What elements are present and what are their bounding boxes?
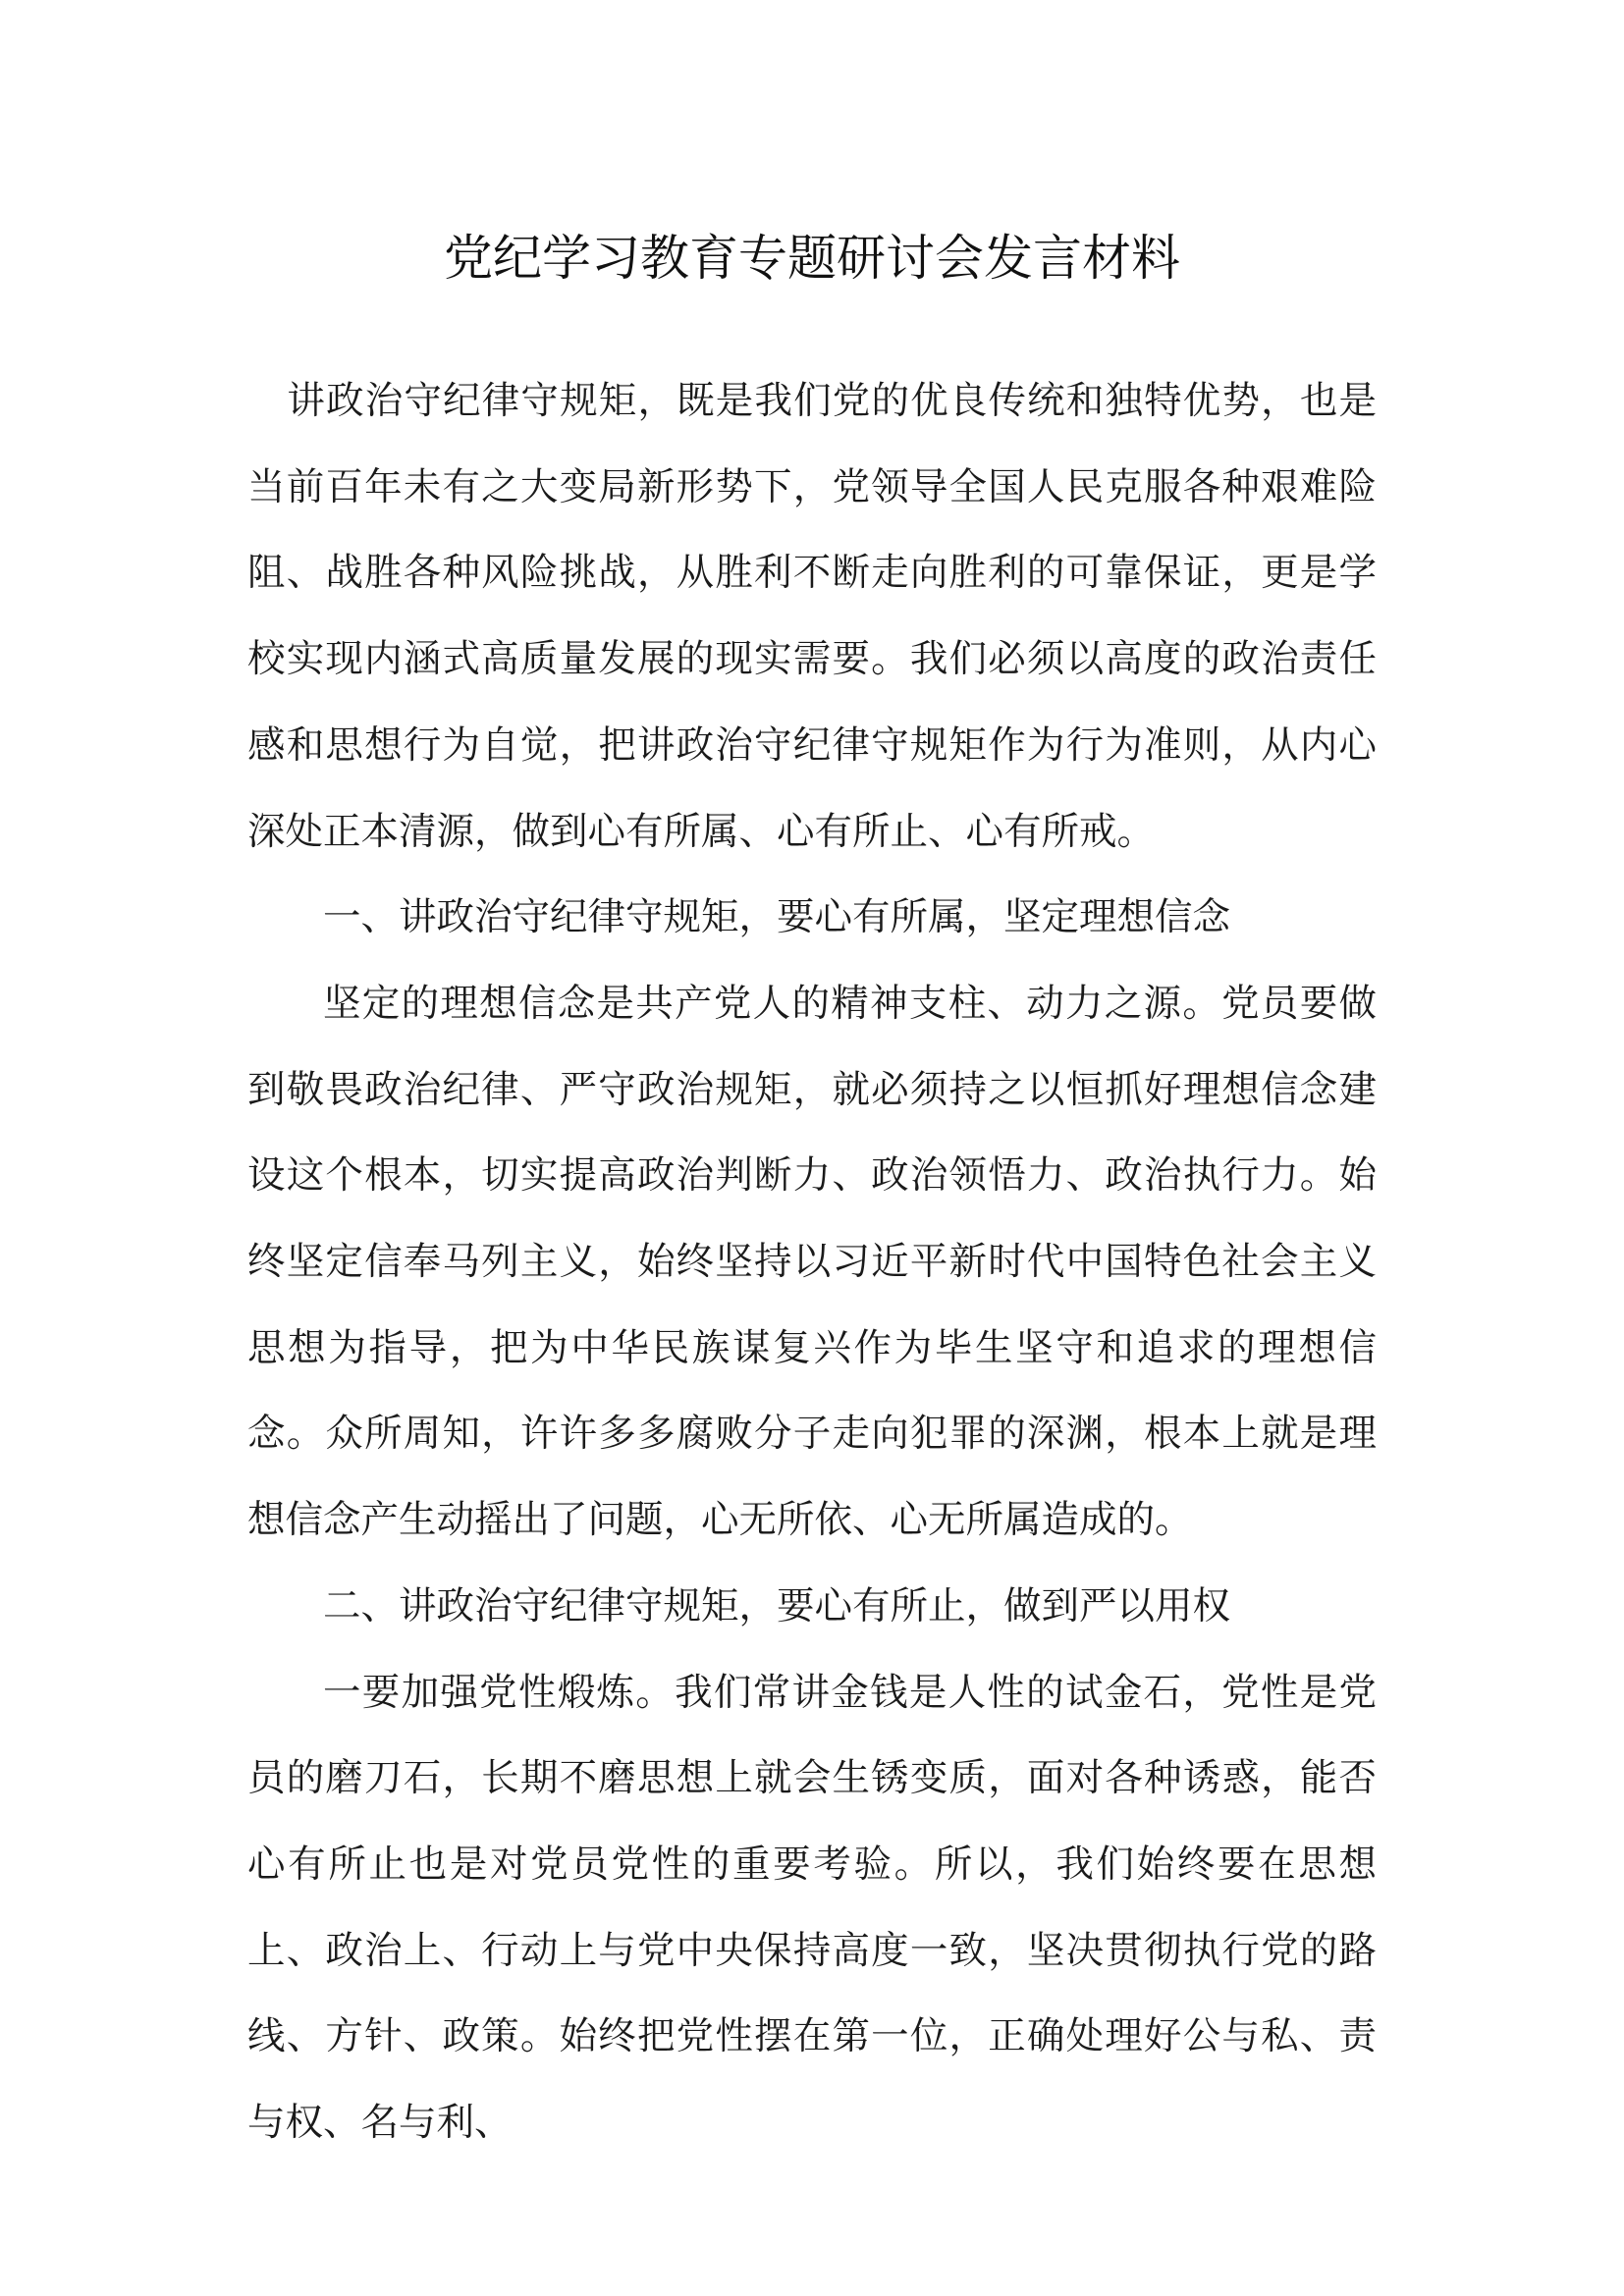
paragraph-section-1: 坚定的理想信念是共产党人的精神支柱、动力之源。党员要做到敬畏政治纪律、严守政治规矩，就必须持之以恒抓好理想信念建设这个根本，切实提高政治判断力、政治领悟力、政治执行力。始终坚定信奉马列主义，始终坚持以习近平新时代中国特色社会主义思想为指导，把为中华民族谋复兴作为毕生坚守和追求的理想信念。众所周知，许许多多腐败分子走向犯罪的深渊，根本上就是理想信念产生动摇出了问题，心无所依、心无所属造成的。 <box>247 981 1377 1543</box>
document-body <box>247 358 1377 2166</box>
document-title: 党纪学习教育专题研讨会发言材料 <box>444 230 1180 287</box>
section-heading-1: 一、讲政治守纪律守规矩，要心有所属，坚定理想信念 <box>323 895 1231 940</box>
paragraph-intro: 讲政治守纪律守规矩，既是我们党的优良传统和独特优势，也是当前百年未有之大变局新形势下，党领导全国人民克服各种艰难险阻、战胜各种风险挑战，从胜利不断走向胜利的可靠保证，更是学校实现内涵式高质量发展的现实需要。我们必须以高度的政治责任感和思想行为自觉，把讲政治守纪律守规矩作为行为准则，从内心深处正本清源，做到心有所属、心有所止、心有所戒。 <box>247 379 1377 854</box>
section-heading-2: 二、讲政治守纪律守规矩，要心有所止，做到严以用权 <box>323 1583 1231 1629</box>
paragraph-section-2: 一要加强党性煅炼。我们常讲金钱是人性的试金石，党性是党员的磨刀石，长期不磨思想上就会生锈变质，面对各种诱惑，能否心有所止也是对党员党性的重要考验。所以，我们始终要在思想上、政治上、行动上与党中央保持高度一致，坚决贯彻执行党的路线、方针、政策。始终把党性摆在第一位，正确处理好公与私、责与权、名与利、 <box>247 1670 1377 2146</box>
